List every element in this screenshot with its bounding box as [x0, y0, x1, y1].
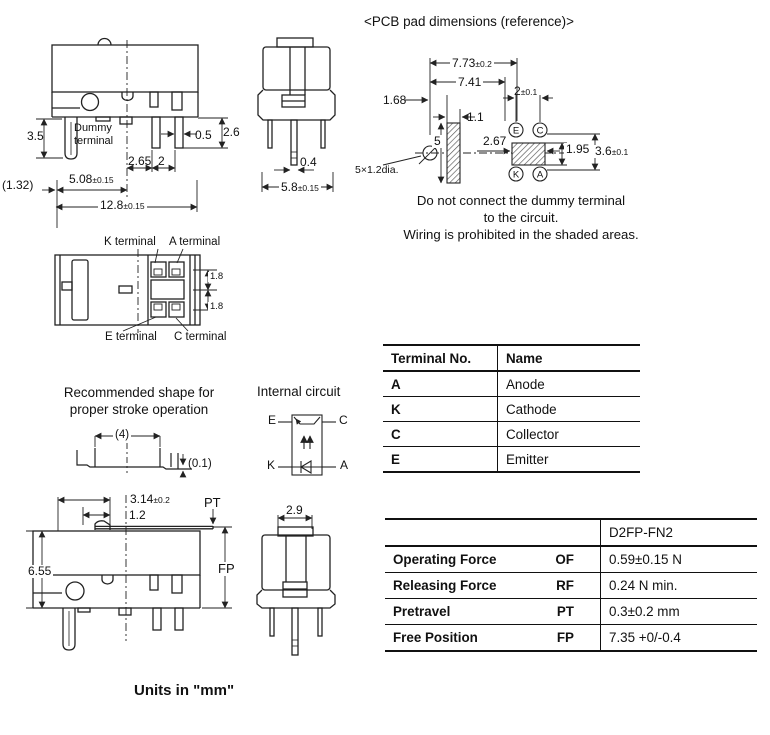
a-terminal-label: A terminal: [169, 236, 221, 248]
spec-label: Operating Force: [393, 552, 497, 567]
dim-12-8: 12.8±0.15: [100, 198, 145, 212]
dim-1-95: 1.95: [566, 142, 590, 156]
terminal-table: [383, 344, 640, 473]
table-cell: Cathode: [498, 397, 641, 422]
pad-terminal-a: A: [536, 169, 544, 181]
pcb-title: <PCB pad dimensions (reference)>: [364, 14, 574, 29]
note-line-2: to the circuit.: [483, 210, 559, 225]
note-line-1: Do not connect the dummy terminal: [416, 193, 626, 208]
table-header-name: Name: [498, 345, 641, 371]
table-cell: Emitter: [498, 447, 641, 473]
dim-1-8-lower: 1.8: [210, 301, 224, 312]
dim-5: 5: [434, 134, 441, 148]
spec-label: Free Position: [393, 630, 478, 645]
table-cell: 7.35 +0/-0.4: [601, 625, 758, 652]
front-view2-drawing: [250, 495, 350, 667]
dim-0-4: 0.4: [300, 155, 317, 169]
spec-table-header: [385, 519, 757, 546]
table-row: [385, 625, 757, 652]
dim-0-5: 0.5: [195, 128, 212, 142]
c-terminal-label: C terminal: [174, 331, 227, 343]
table-cell: 0.3±0.2 mm: [601, 599, 758, 625]
dim-3-6: 3.6±0.1: [595, 144, 629, 158]
spec-abbr: FP: [556, 630, 574, 645]
dim-2-6: 2.6: [223, 125, 240, 139]
dim-7-41: 7.41: [458, 75, 482, 89]
table-cell: 0.24 N min.: [601, 573, 758, 599]
table-row: [385, 599, 757, 625]
table-cell: C: [383, 422, 498, 447]
circuit-c-label: C: [339, 413, 348, 427]
dim-1-32: (1.32): [2, 178, 34, 192]
stroke-shape-title: [32, 384, 246, 418]
stroke-title-line1: Recommended shape for: [63, 385, 215, 400]
table-row: [383, 371, 640, 397]
stroke-title-line2: proper stroke operation: [69, 402, 209, 417]
hole-dia-label: 5×1.2dia.: [355, 164, 399, 176]
spec-table: [385, 518, 757, 652]
table-cell: E: [383, 447, 498, 473]
spec-header-empty: [385, 519, 601, 546]
table-cell: [385, 599, 601, 625]
spec-abbr: OF: [555, 552, 574, 567]
spec-abbr: PT: [556, 604, 574, 619]
dim-3-5: 3.5: [27, 129, 44, 143]
dim-1-2: 1.2: [129, 508, 146, 522]
dim-1-8-upper: 1.8: [210, 271, 224, 282]
circuit-k-label: K: [267, 458, 276, 472]
model-name: D2FP-FN2: [601, 519, 758, 546]
dim-2-65: 2.65: [128, 154, 152, 168]
table-row: [383, 422, 640, 447]
table-cell: [385, 573, 601, 599]
dim-7-73: 7.73±0.2: [452, 56, 492, 70]
dim-2: 2: [158, 154, 165, 168]
dim-2-9: 2.9: [286, 503, 303, 517]
dim-0-1: (0.1): [188, 458, 212, 470]
terminal-table-header: [383, 345, 640, 371]
spec-abbr: RF: [556, 578, 574, 593]
dim-2-0-1: 2±0.1: [514, 84, 538, 98]
dim-3-14: 3.14±0.2: [130, 492, 170, 506]
table-cell: [385, 625, 601, 652]
table-cell: Collector: [498, 422, 641, 447]
internal-circuit-title: Internal circuit: [257, 384, 341, 399]
pad-terminal-k: K: [512, 169, 520, 181]
dim-5-8: 5.8±0.15: [281, 180, 319, 194]
dim-1-68: 1.68: [383, 93, 407, 107]
table-row: [383, 447, 640, 473]
dim-6-55: 6.55: [28, 564, 52, 578]
circuit-a-label: A: [340, 458, 349, 472]
dim-4: (4): [115, 429, 130, 441]
table-row: [385, 546, 757, 573]
table-header-terminal-no: Terminal No.: [383, 345, 498, 371]
table-cell: [385, 546, 601, 573]
fp-label: FP: [218, 561, 235, 576]
circuit-e-label: E: [268, 413, 277, 427]
table-cell: A: [383, 371, 498, 397]
pad-terminal-e: E: [512, 125, 520, 137]
front-view-drawing: [252, 32, 352, 204]
pad-terminal-c: C: [536, 125, 544, 137]
dummy-terminal-label: Dummy terminal: [74, 122, 114, 147]
dim-5-08: 5.08±0.15: [69, 172, 114, 186]
stroke-shape-drawing: [70, 423, 265, 485]
units-note: Units in "mm": [134, 682, 235, 699]
table-cell: 0.59±0.15 N: [601, 546, 758, 573]
pcb-note: [358, 192, 684, 243]
table-row: [385, 573, 757, 599]
e-terminal-label: E terminal: [105, 331, 157, 343]
note-line-3: Wiring is prohibited in the shaded areas.: [403, 227, 639, 242]
spec-label: Pretravel: [393, 604, 451, 619]
k-terminal-label: K terminal: [104, 236, 156, 248]
table-cell: Anode: [498, 371, 641, 397]
dim-2-67: 2.67: [483, 134, 507, 148]
table-row: [383, 397, 640, 422]
table-cell: K: [383, 397, 498, 422]
spec-label: Releasing Force: [393, 578, 497, 593]
dim-1-1: 1.1: [467, 110, 484, 124]
pcb-pad-drawing: [355, 45, 665, 210]
pt-label: PT: [204, 495, 221, 510]
